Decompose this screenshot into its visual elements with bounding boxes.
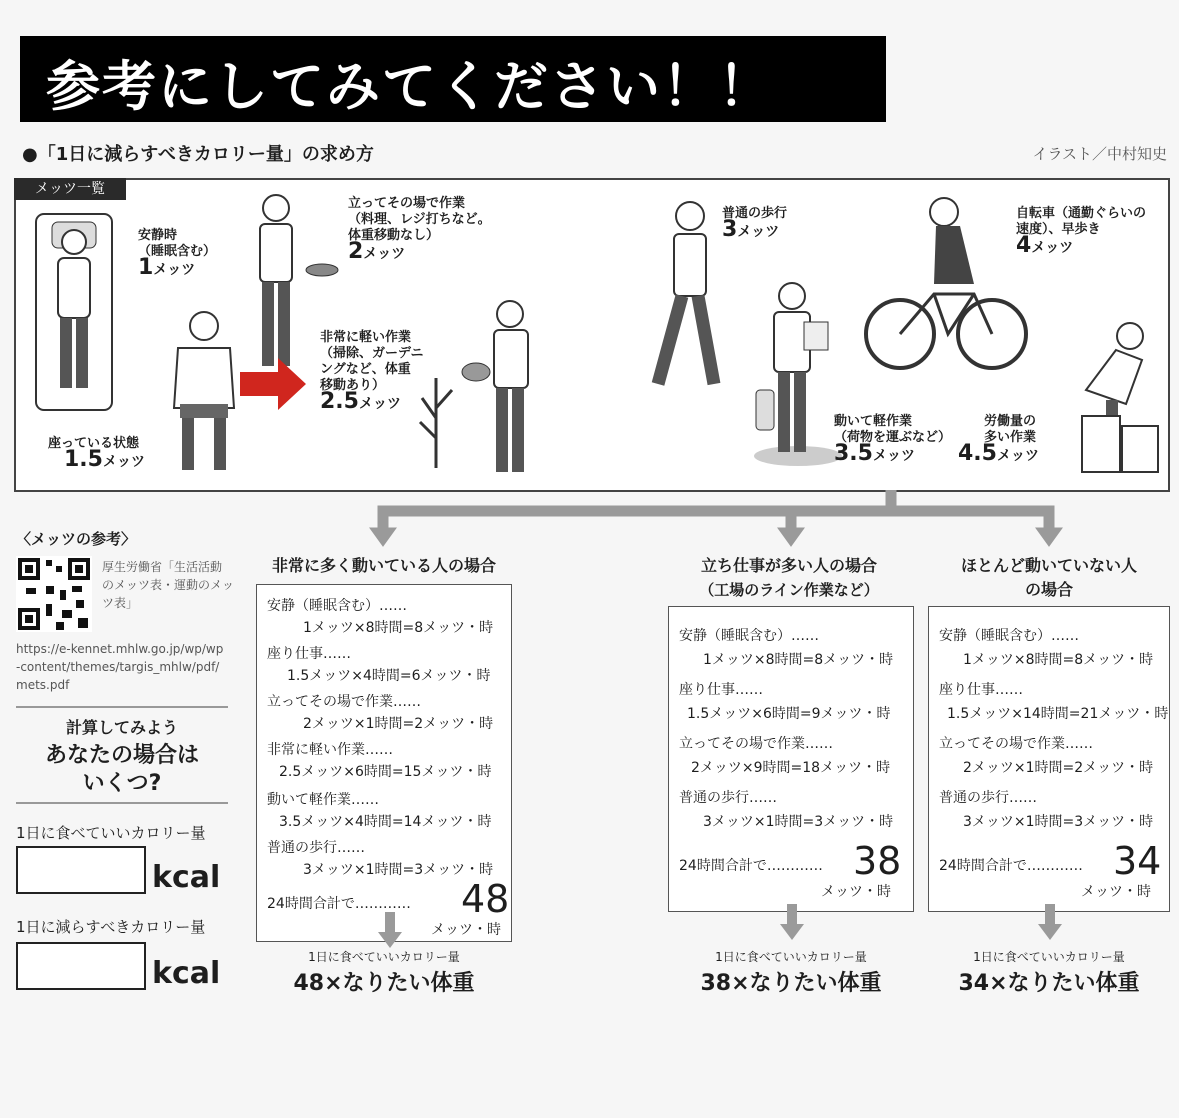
mets-item-rest: 安静時 （睡眠含む） 1メッツ (138, 228, 217, 280)
calc-row-label: 動いて軽作業…… (267, 792, 379, 808)
calorie-formula: 38×なりたい体重 (700, 971, 882, 996)
illustration-credit: イラスト／中村知史 (1032, 145, 1167, 163)
calc-row-value: 3.5メッツ×4時間=14メッツ・時 (279, 814, 492, 830)
calc-row-label: 普通の歩行…… (939, 790, 1037, 806)
mets-item-cycling: 自転車（通勤ぐらいの 速度）、早歩き 4メッツ (1016, 206, 1147, 258)
section-heading: ●「1日に減らすべきカロリー量」の求め方 (22, 144, 374, 165)
carrying-person-illustration (752, 280, 842, 466)
eat-calorie-note: 1日に食べていいカロリー量 (308, 950, 460, 964)
mets-item-light-work: 非常に軽い作業 （掃除、ガーデニ ングなど、体重 移動あり） 2.5メッツ (320, 330, 424, 414)
total-unit: メッツ・時 (1081, 884, 1151, 900)
calculator-prompt: 計算してみよう あなたの場合は いくつ? (44, 718, 199, 796)
connector-arrows (0, 490, 1179, 550)
lying-person-illustration (34, 212, 114, 412)
sitting-person-illustration (164, 308, 244, 476)
calc-row-value: 1.5メッツ×6時間=9メッツ・時 (687, 706, 891, 722)
column-title-inactive: ほとんど動いていない人 の場合 (960, 556, 1137, 599)
arrow-down-icon (378, 912, 402, 952)
total-value: 34 (1113, 839, 1162, 883)
lifting-person-illustration (1046, 320, 1162, 478)
calc-row-value: 1メッツ×8時間=8メッツ・時 (963, 652, 1154, 668)
calorie-formula: 34×なりたい体重 (958, 971, 1140, 996)
total-label: 24時間合計で………… (267, 896, 411, 912)
calc-row-label: 立ってその場で作業…… (939, 736, 1093, 752)
divider (16, 802, 228, 804)
mets-item-sitting: 座っている状態 1.5メッツ (48, 436, 145, 472)
mets-item-standing-work: 立ってその場で作業 （料理、レジ打ちなど。 体重移動なし） 2メッツ (348, 196, 491, 264)
cyclist-illustration (864, 194, 1030, 372)
mets-item-heavy-work: 労働量の 多い作業 4.5メッツ (958, 414, 1039, 466)
column-title-very-active: 非常に多く動いている人の場合 (271, 556, 496, 575)
eat-calorie-note: 1日に食べていいカロリー量 (973, 950, 1125, 964)
qr-code-icon[interactable] (16, 556, 92, 632)
calc-row-label: 立ってその場で作業…… (267, 694, 421, 710)
calc-row-value: 2メッツ×9時間=18メッツ・時 (691, 760, 891, 776)
calc-box-very-active (256, 584, 512, 942)
calc-row-value: 2メッツ×1時間=2メッツ・時 (303, 716, 494, 732)
calc-row-label: 普通の歩行…… (267, 840, 365, 856)
calc-row-label: 座り仕事…… (939, 682, 1023, 698)
calc-box-inactive (928, 606, 1170, 912)
calc-row-value: 1メッツ×8時間=8メッツ・時 (303, 620, 494, 636)
reference-url[interactable]: https://e-kennet.mhlw.go.jp/wp/wp -content/themes/targis_mhlw/pdf/ mets.pdf (16, 642, 224, 692)
walking-person-illustration (642, 198, 732, 394)
calc-row-value: 3メッツ×1時間=3メッツ・時 (963, 814, 1154, 830)
calc-row-label: 立ってその場で作業…… (679, 736, 833, 752)
calc-row-label: 安静（睡眠含む）…… (679, 628, 819, 644)
eat-calorie-note: 1日に食べていいカロリー量 (715, 950, 867, 964)
total-label: 24時間合計で………… (679, 858, 823, 874)
total-value: 38 (853, 839, 902, 883)
calc-row-value: 1.5メッツ×4時間=6メッツ・時 (287, 668, 491, 684)
red-arrow-icon (240, 358, 308, 410)
reduce-calorie-unit: kcal (152, 956, 221, 991)
eat-calorie-input[interactable] (16, 846, 146, 894)
title-banner (20, 36, 886, 122)
calc-row-label: 非常に軽い作業…… (267, 742, 393, 758)
eat-calorie-label: 1日に食べていいカロリー量 (16, 824, 206, 842)
calc-row-value: 1メッツ×8時間=8メッツ・時 (703, 652, 894, 668)
arrow-down-icon (1038, 904, 1062, 944)
reduce-calorie-label: 1日に減らすべきカロリー量 (16, 918, 206, 936)
reference-description: 厚生労働省「生活活動 のメッツ表・運動のメッ ツ表」 (102, 560, 235, 610)
total-value: 48 (461, 877, 510, 921)
mets-list-tab: メッツ一覧 (14, 178, 126, 200)
mets-item-walking: 普通の歩行 3メッツ (722, 206, 788, 242)
calc-row-label: 安静（睡眠含む）…… (267, 598, 407, 614)
total-unit: メッツ・時 (821, 884, 891, 900)
calc-row-label: 安静（睡眠含む）…… (939, 628, 1079, 644)
calorie-formula: 48×なりたい体重 (293, 971, 475, 996)
banner-text: 参考にしてみてください！！ (46, 55, 774, 118)
eat-calorie-unit: kcal (152, 860, 221, 895)
total-label: 24時間合計で………… (939, 858, 1083, 874)
watering-person-illustration (416, 298, 546, 480)
arrow-down-icon (780, 904, 804, 944)
calc-row-label: 座り仕事…… (267, 646, 351, 662)
calc-row-value: 3メッツ×1時間=3メッツ・時 (303, 862, 494, 878)
calc-row-label: 座り仕事…… (679, 682, 763, 698)
divider (16, 706, 228, 708)
reference-title: 〈メッツの参考〉 (16, 530, 137, 548)
calc-row-value: 2.5メッツ×6時間=15メッツ・時 (279, 764, 492, 780)
calc-row-value: 1.5メッツ×14時間=21メッツ・時 (947, 706, 1169, 722)
calc-row-value: 2メッツ×1時間=2メッツ・時 (963, 760, 1154, 776)
column-title-standing-work: 立ち仕事が多い人の場合 （工場のライン作業など） (699, 556, 879, 599)
calc-row-label: 普通の歩行…… (679, 790, 777, 806)
calc-row-value: 3メッツ×1時間=3メッツ・時 (703, 814, 894, 830)
calc-box-standing-work (668, 606, 914, 912)
total-unit: メッツ・時 (431, 922, 501, 938)
reduce-calorie-input[interactable] (16, 942, 146, 990)
mets-item-moving-light-work: 動いて軽作業 （荷物を運ぶなど） 3.5メッツ (834, 414, 952, 466)
